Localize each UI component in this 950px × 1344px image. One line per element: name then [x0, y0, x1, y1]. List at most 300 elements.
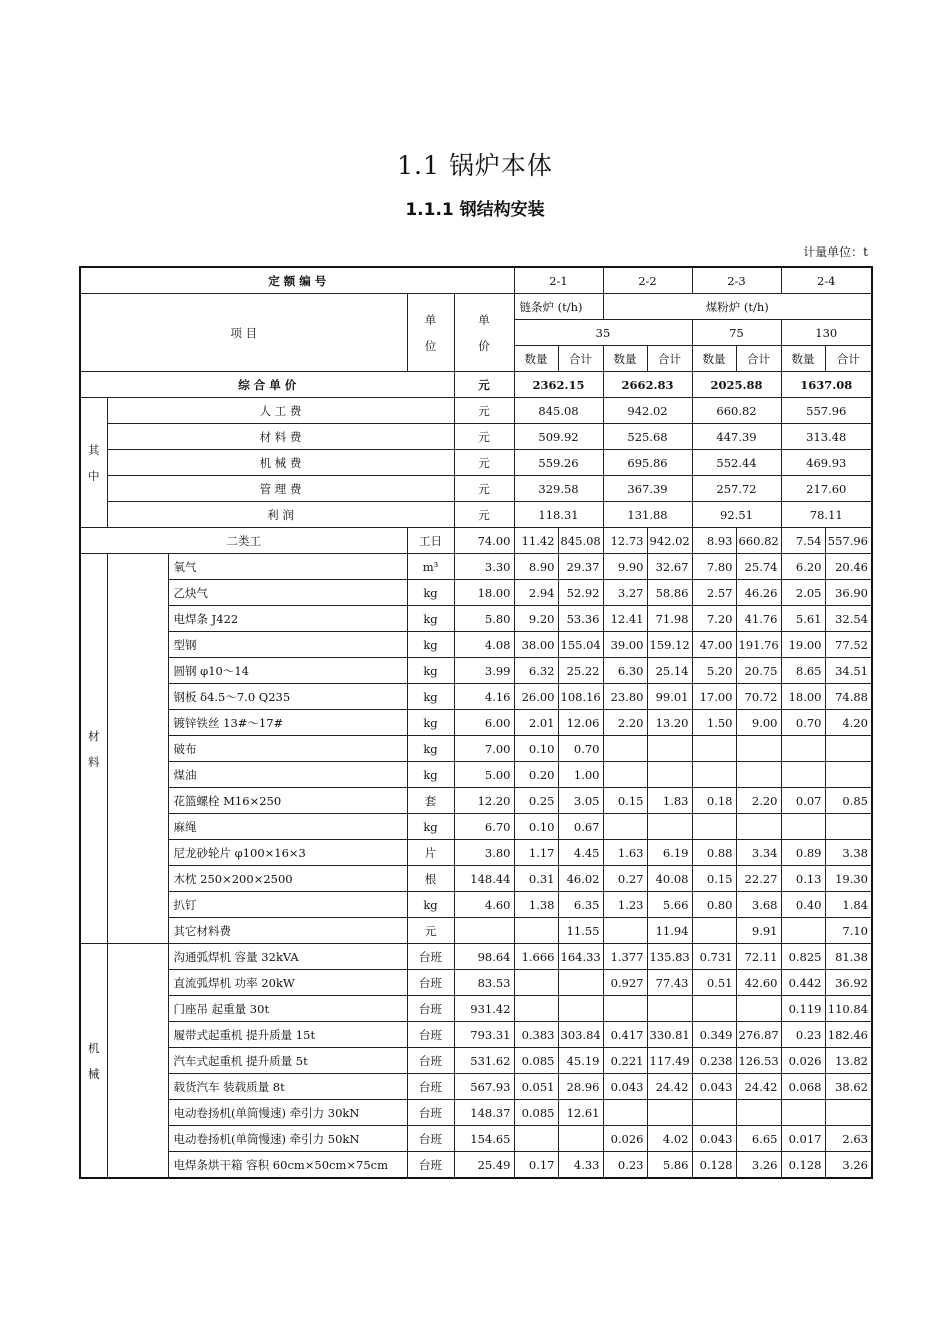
- material-cell: 6.20: [781, 554, 825, 580]
- boiler-type-row: [80, 294, 872, 320]
- machine-cell: 2.63: [825, 1126, 872, 1152]
- machine-cell: [736, 996, 781, 1022]
- material-cell: 0.15: [603, 788, 647, 814]
- material-unit: 根: [407, 866, 454, 892]
- material-cell: [514, 918, 558, 944]
- material-cell: 0.80: [692, 892, 736, 918]
- material-row: [80, 632, 872, 658]
- machine-row: [80, 1126, 872, 1152]
- machine-cell: 13.82: [825, 1048, 872, 1074]
- material-cell: [825, 762, 872, 788]
- material-cell: 52.92: [558, 580, 603, 606]
- material-name: 型钢: [168, 632, 407, 658]
- machine-cell: 110.84: [825, 996, 872, 1022]
- material-cell: 70.72: [736, 684, 781, 710]
- machine-cell: 303.84: [558, 1022, 603, 1048]
- machine-unit: 台班: [407, 1100, 454, 1126]
- material-cell: [692, 736, 736, 762]
- labor-cell: 12.73: [603, 528, 647, 554]
- material-cell: 0.27: [603, 866, 647, 892]
- labor-cell: 11.42: [514, 528, 558, 554]
- material-row: [80, 762, 872, 788]
- material-cell: 2.20: [736, 788, 781, 814]
- labor-cell: 845.08: [558, 528, 603, 554]
- machine-name: 电焊条烘干箱 容积 60cm×50cm×75cm: [168, 1152, 407, 1179]
- material-cell: 191.76: [736, 632, 781, 658]
- material-cell: 0.10: [514, 814, 558, 840]
- machine-cell: 72.11: [736, 944, 781, 970]
- machine-cell: 1.666: [514, 944, 558, 970]
- code-2-3: 2-3: [692, 267, 781, 294]
- material-cell: 8.65: [781, 658, 825, 684]
- material-cell: [603, 814, 647, 840]
- material-cell: [736, 736, 781, 762]
- material-cell: 1.50: [692, 710, 736, 736]
- machine-price: 154.65: [454, 1126, 514, 1152]
- machine-unit: 台班: [407, 944, 454, 970]
- material-unit: kg: [407, 658, 454, 684]
- material-unit: kg: [407, 814, 454, 840]
- machine-subgroup: [107, 944, 168, 1179]
- machine-cell: 0.23: [603, 1152, 647, 1179]
- machine-cell: 0.119: [781, 996, 825, 1022]
- material-price: 4.08: [454, 632, 514, 658]
- qty-label: 数量: [514, 346, 558, 372]
- machine-cell: 0.927: [603, 970, 647, 996]
- material-cell: [603, 736, 647, 762]
- composite-value: 1637.08: [781, 372, 872, 398]
- machine-cell: 0.085: [514, 1048, 558, 1074]
- material-row: [80, 814, 872, 840]
- material-row: [80, 658, 872, 684]
- breakdown-value: 78.11: [781, 502, 872, 528]
- material-cell: 155.04: [558, 632, 603, 658]
- machine-cell: [692, 1100, 736, 1126]
- material-cell: 3.27: [603, 580, 647, 606]
- material-cell: 2.57: [692, 580, 736, 606]
- breakdown-value: 695.86: [603, 450, 692, 476]
- total-label: 合计: [825, 346, 872, 372]
- material-unit: kg: [407, 762, 454, 788]
- machine-cell: 0.026: [781, 1048, 825, 1074]
- material-cell: 3.05: [558, 788, 603, 814]
- subsection-title: 1.1.1 钢结构安装: [405, 200, 545, 220]
- material-cell: [736, 762, 781, 788]
- machine-cell: 38.62: [825, 1074, 872, 1100]
- breakdown-value: 217.60: [781, 476, 872, 502]
- quota-no-label: 定 额 编 号: [80, 267, 514, 294]
- composite-unit: 元: [454, 372, 514, 398]
- material-cell: 0.85: [825, 788, 872, 814]
- machine-cell: [692, 996, 736, 1022]
- material-name: 钢板 δ4.5～7.0 Q235: [168, 684, 407, 710]
- material-cell: 12.06: [558, 710, 603, 736]
- machine-cell: [647, 1100, 692, 1126]
- material-cell: 17.00: [692, 684, 736, 710]
- material-row: [80, 710, 872, 736]
- material-cell: 1.83: [647, 788, 692, 814]
- material-name: 镀锌铁丝 13#～17#: [168, 710, 407, 736]
- material-cell: [781, 762, 825, 788]
- material-price: 4.16: [454, 684, 514, 710]
- machine-cell: 276.87: [736, 1022, 781, 1048]
- material-cell: 5.20: [692, 658, 736, 684]
- composite-price-row: [80, 372, 872, 398]
- composite-label: 综 合 单 价: [80, 372, 454, 398]
- unit-label: 单 位: [407, 294, 454, 372]
- machine-unit: 台班: [407, 996, 454, 1022]
- material-cell: 11.94: [647, 918, 692, 944]
- machine-cell: [558, 996, 603, 1022]
- material-cell: 5.61: [781, 606, 825, 632]
- breakdown-row: [80, 398, 872, 424]
- material-cell: 41.76: [736, 606, 781, 632]
- material-cell: 46.26: [736, 580, 781, 606]
- breakdown-unit: 元: [454, 424, 514, 450]
- material-cell: 99.01: [647, 684, 692, 710]
- machine-name: 电动卷扬机(单筒慢速) 牵引力 50kN: [168, 1126, 407, 1152]
- machine-row: [80, 1074, 872, 1100]
- material-cell: 0.15: [692, 866, 736, 892]
- breakdown-name: 管 理 费: [107, 476, 454, 502]
- machine-cell: 24.42: [736, 1074, 781, 1100]
- qty-label: 数量: [603, 346, 647, 372]
- breakdown-value: 845.08: [514, 398, 603, 424]
- machine-cell: 0.085: [514, 1100, 558, 1126]
- total-label: 合计: [558, 346, 603, 372]
- machine-cell: 330.81: [647, 1022, 692, 1048]
- breakdown-unit: 元: [454, 476, 514, 502]
- material-cell: 71.98: [647, 606, 692, 632]
- material-cell: 26.00: [514, 684, 558, 710]
- total-label: 合计: [736, 346, 781, 372]
- machine-row: [80, 1100, 872, 1126]
- material-cell: 9.90: [603, 554, 647, 580]
- machine-price: 25.49: [454, 1152, 514, 1179]
- capacity-75: 75: [692, 320, 781, 346]
- material-unit: kg: [407, 710, 454, 736]
- breakdown-row: [80, 476, 872, 502]
- machine-cell: 0.417: [603, 1022, 647, 1048]
- code-2-1: 2-1: [514, 267, 603, 294]
- material-row: [80, 866, 872, 892]
- breakdown-group-text: 其 中: [88, 442, 100, 483]
- breakdown-value: 942.02: [603, 398, 692, 424]
- machine-price: 567.93: [454, 1074, 514, 1100]
- breakdown-name: 利 润: [107, 502, 454, 528]
- machine-unit: 台班: [407, 970, 454, 996]
- machine-cell: [647, 996, 692, 1022]
- material-cell: 9.00: [736, 710, 781, 736]
- labor-cell: 8.93: [692, 528, 736, 554]
- material-cell: 36.90: [825, 580, 872, 606]
- material-cell: 0.67: [558, 814, 603, 840]
- material-name: 尼龙砂轮片 φ100×16×3: [168, 840, 407, 866]
- machine-cell: [825, 1100, 872, 1126]
- material-name: 圆钢 φ10～14: [168, 658, 407, 684]
- material-price: 148.44: [454, 866, 514, 892]
- composite-value: 2362.15: [514, 372, 603, 398]
- material-price: 5.00: [454, 762, 514, 788]
- material-name: 破布: [168, 736, 407, 762]
- material-name: 麻绳: [168, 814, 407, 840]
- breakdown-row: [80, 502, 872, 528]
- material-cell: 1.63: [603, 840, 647, 866]
- breakdown-value: 313.48: [781, 424, 872, 450]
- machine-cell: 0.349: [692, 1022, 736, 1048]
- machine-cell: 0.043: [603, 1074, 647, 1100]
- material-cell: 3.68: [736, 892, 781, 918]
- machine-cell: 3.26: [825, 1152, 872, 1179]
- material-cell: [692, 918, 736, 944]
- machine-cell: 0.017: [781, 1126, 825, 1152]
- material-cell: [692, 814, 736, 840]
- machine-price: 793.31: [454, 1022, 514, 1048]
- machine-name: 履带式起重机 提升质量 15t: [168, 1022, 407, 1048]
- qty-label: 数量: [692, 346, 736, 372]
- material-cell: 6.30: [603, 658, 647, 684]
- material-cell: 5.66: [647, 892, 692, 918]
- composite-value: 2025.88: [692, 372, 781, 398]
- material-cell: 25.22: [558, 658, 603, 684]
- breakdown-value: 525.68: [603, 424, 692, 450]
- machine-unit: 台班: [407, 1048, 454, 1074]
- capacity-35: 35: [514, 320, 692, 346]
- machine-cell: 81.38: [825, 944, 872, 970]
- material-row: [80, 840, 872, 866]
- material-price: 6.70: [454, 814, 514, 840]
- material-price: 3.99: [454, 658, 514, 684]
- material-cell: 0.10: [514, 736, 558, 762]
- material-row: [80, 580, 872, 606]
- breakdown-value: 559.26: [514, 450, 603, 476]
- material-cell: 9.20: [514, 606, 558, 632]
- material-unit: 元: [407, 918, 454, 944]
- material-row: [80, 892, 872, 918]
- material-cell: 25.14: [647, 658, 692, 684]
- breakdown-name: 材 料 费: [107, 424, 454, 450]
- machine-cell: 6.65: [736, 1126, 781, 1152]
- machine-cell: [514, 970, 558, 996]
- breakdown-value: 367.39: [603, 476, 692, 502]
- machine-row: [80, 996, 872, 1022]
- material-price: 3.80: [454, 840, 514, 866]
- material-cell: 1.23: [603, 892, 647, 918]
- machine-group-label: [80, 944, 107, 1179]
- machine-cell: 77.43: [647, 970, 692, 996]
- material-name: 木枕 250×200×2500: [168, 866, 407, 892]
- material-price: 18.00: [454, 580, 514, 606]
- machine-row: [80, 1048, 872, 1074]
- breakdown-value: 92.51: [692, 502, 781, 528]
- code-2-2: 2-2: [603, 267, 692, 294]
- material-cell: 3.34: [736, 840, 781, 866]
- machine-cell: 117.49: [647, 1048, 692, 1074]
- machine-cell: 164.33: [558, 944, 603, 970]
- machine-cell: 5.86: [647, 1152, 692, 1179]
- material-cell: 32.54: [825, 606, 872, 632]
- machine-name: 电动卷扬机(单筒慢速) 牵引力 30kN: [168, 1100, 407, 1126]
- machine-name: 汽车式起重机 提升质量 5t: [168, 1048, 407, 1074]
- material-price: 4.60: [454, 892, 514, 918]
- machine-cell: 182.46: [825, 1022, 872, 1048]
- material-name: 电焊条 J422: [168, 606, 407, 632]
- material-cell: 19.30: [825, 866, 872, 892]
- machine-unit: 台班: [407, 1126, 454, 1152]
- material-cell: 9.91: [736, 918, 781, 944]
- material-cell: 25.74: [736, 554, 781, 580]
- machine-row: [80, 1152, 872, 1179]
- material-unit: kg: [407, 632, 454, 658]
- breakdown-value: 469.93: [781, 450, 872, 476]
- material-cell: 7.80: [692, 554, 736, 580]
- machine-cell: 0.051: [514, 1074, 558, 1100]
- material-cell: 0.20: [514, 762, 558, 788]
- material-cell: [603, 762, 647, 788]
- breakdown-value: 447.39: [692, 424, 781, 450]
- machine-cell: 0.442: [781, 970, 825, 996]
- machine-cell: 0.825: [781, 944, 825, 970]
- boiler-coal-label: 煤粉炉 (t/h): [603, 294, 872, 320]
- breakdown-value: 557.96: [781, 398, 872, 424]
- material-cell: 1.17: [514, 840, 558, 866]
- machine-cell: [736, 1100, 781, 1126]
- material-name: 煤油: [168, 762, 407, 788]
- material-cell: 159.12: [647, 632, 692, 658]
- machine-cell: 0.128: [781, 1152, 825, 1179]
- material-unit: 套: [407, 788, 454, 814]
- material-cell: 34.51: [825, 658, 872, 684]
- material-cell: 0.25: [514, 788, 558, 814]
- breakdown-value: 660.82: [692, 398, 781, 424]
- machine-cell: 1.377: [603, 944, 647, 970]
- machine-row: [80, 970, 872, 996]
- machine-row: [80, 944, 872, 970]
- machine-cell: [558, 1126, 603, 1152]
- material-cell: 20.75: [736, 658, 781, 684]
- machine-cell: [603, 1100, 647, 1126]
- labor-cell: 942.02: [647, 528, 692, 554]
- breakdown-unit: 元: [454, 502, 514, 528]
- machine-cell: 24.42: [647, 1074, 692, 1100]
- material-name: 花篮螺栓 M16×250: [168, 788, 407, 814]
- material-row: [80, 684, 872, 710]
- machine-cell: 0.23: [781, 1022, 825, 1048]
- material-subgroup: [107, 554, 168, 944]
- machine-cell: 0.17: [514, 1152, 558, 1179]
- material-cell: 0.13: [781, 866, 825, 892]
- material-cell: 4.20: [825, 710, 872, 736]
- machine-name: 门座吊 起重量 30t: [168, 996, 407, 1022]
- machine-cell: 0.731: [692, 944, 736, 970]
- machine-cell: [603, 996, 647, 1022]
- machine-cell: 0.238: [692, 1048, 736, 1074]
- breakdown-value: 509.92: [514, 424, 603, 450]
- breakdown-group-label: [80, 398, 107, 528]
- material-cell: [781, 814, 825, 840]
- material-cell: 0.70: [781, 710, 825, 736]
- material-cell: 47.00: [692, 632, 736, 658]
- material-cell: 1.38: [514, 892, 558, 918]
- price-label: 单 价: [454, 294, 514, 372]
- material-cell: 8.90: [514, 554, 558, 580]
- material-cell: 6.19: [647, 840, 692, 866]
- machine-cell: [781, 1100, 825, 1126]
- machine-cell: 28.96: [558, 1074, 603, 1100]
- material-row: [80, 606, 872, 632]
- machine-cell: 42.60: [736, 970, 781, 996]
- material-cell: 18.00: [781, 684, 825, 710]
- labor-cell: 7.54: [781, 528, 825, 554]
- material-cell: 40.08: [647, 866, 692, 892]
- quota-table: [79, 266, 873, 1179]
- material-cell: 2.94: [514, 580, 558, 606]
- material-cell: 12.41: [603, 606, 647, 632]
- material-cell: 13.20: [647, 710, 692, 736]
- material-cell: 0.89: [781, 840, 825, 866]
- machine-price: 148.37: [454, 1100, 514, 1126]
- material-cell: 29.37: [558, 554, 603, 580]
- material-cell: 22.27: [736, 866, 781, 892]
- material-group-label: [80, 554, 107, 944]
- capacity-130: 130: [781, 320, 872, 346]
- material-cell: 20.46: [825, 554, 872, 580]
- machine-cell: 126.53: [736, 1048, 781, 1074]
- labor-row: [80, 528, 872, 554]
- machine-unit: 台班: [407, 1152, 454, 1179]
- quota-number-row: [80, 267, 872, 294]
- item-label: 项 目: [80, 294, 407, 372]
- material-unit: kg: [407, 580, 454, 606]
- material-cell: 0.88: [692, 840, 736, 866]
- breakdown-value: 552.44: [692, 450, 781, 476]
- material-price: 12.20: [454, 788, 514, 814]
- material-price: 5.80: [454, 606, 514, 632]
- material-cell: 32.67: [647, 554, 692, 580]
- labor-name: 二类工: [80, 528, 407, 554]
- machine-cell: 0.026: [603, 1126, 647, 1152]
- material-name: 氧气: [168, 554, 407, 580]
- material-cell: 0.07: [781, 788, 825, 814]
- machine-cell: 0.068: [781, 1074, 825, 1100]
- machine-cell: 0.043: [692, 1126, 736, 1152]
- machine-cell: 135.83: [647, 944, 692, 970]
- machine-name: 直流弧焊机 功率 20kW: [168, 970, 407, 996]
- breakdown-row: [80, 450, 872, 476]
- material-cell: 7.20: [692, 606, 736, 632]
- material-cell: 39.00: [603, 632, 647, 658]
- material-cell: 53.36: [558, 606, 603, 632]
- breakdown-unit: 元: [454, 450, 514, 476]
- material-cell: 11.55: [558, 918, 603, 944]
- breakdown-value: 118.31: [514, 502, 603, 528]
- machine-cell: 4.33: [558, 1152, 603, 1179]
- labor-unit: 工日: [407, 528, 454, 554]
- machine-price: 531.62: [454, 1048, 514, 1074]
- material-row: [80, 788, 872, 814]
- material-cell: 19.00: [781, 632, 825, 658]
- material-cell: 2.05: [781, 580, 825, 606]
- material-cell: [781, 736, 825, 762]
- labor-cell: 557.96: [825, 528, 872, 554]
- material-cell: 0.31: [514, 866, 558, 892]
- machine-cell: [514, 996, 558, 1022]
- material-cell: 6.32: [514, 658, 558, 684]
- section-title: 1.1 锅炉本体: [397, 151, 553, 180]
- machine-price: 83.53: [454, 970, 514, 996]
- material-cell: 23.80: [603, 684, 647, 710]
- machine-unit: 台班: [407, 1074, 454, 1100]
